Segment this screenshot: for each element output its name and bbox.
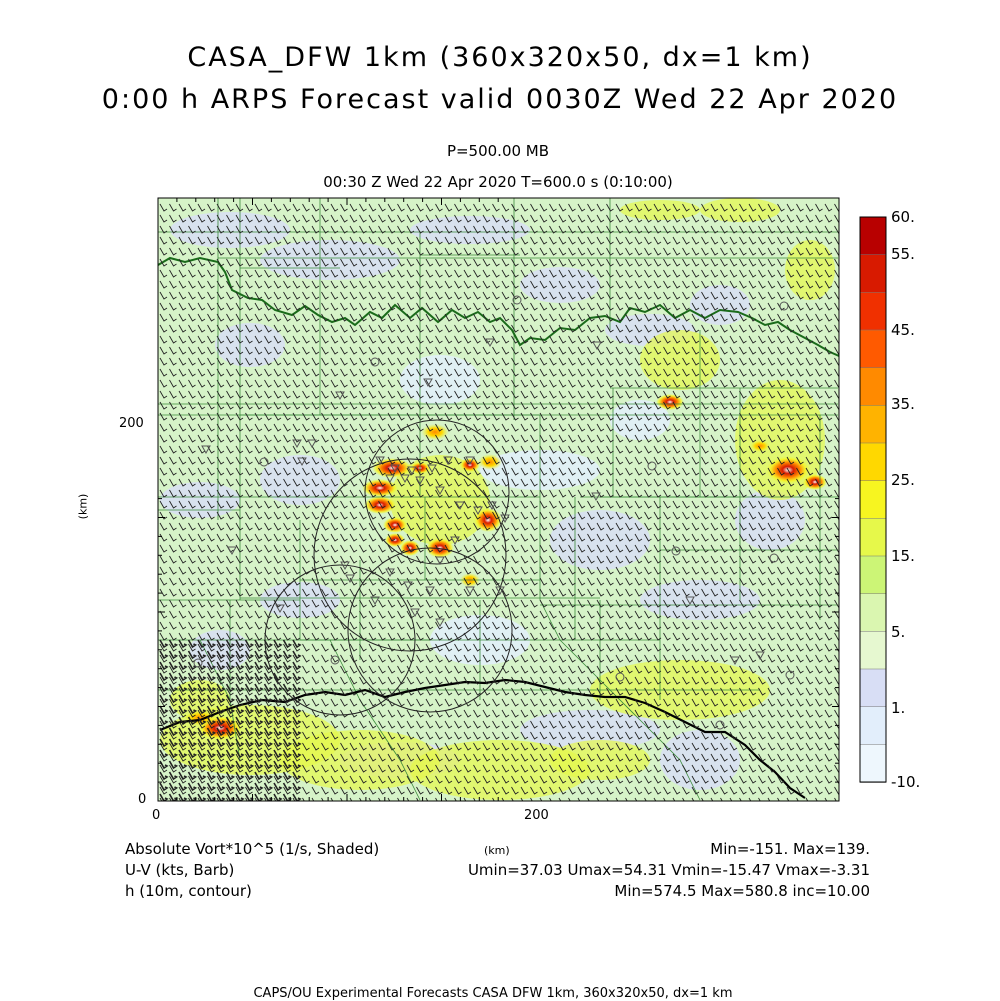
vorticity-patch (160, 482, 240, 518)
vorticity-maximum (400, 540, 420, 556)
colorbar-swatch (860, 330, 886, 368)
colorbar-swatch (860, 556, 886, 594)
valid-time-label: 00:30 Z Wed 22 Apr 2020 T=600.0 s (0:10:00) (323, 173, 673, 191)
y-axis-label: (km) (76, 493, 90, 520)
vorticity-patch (640, 580, 760, 620)
vorticity-patch (215, 323, 285, 367)
colorbar-swatch (860, 443, 886, 481)
y-tick-label-200: 200 (119, 416, 144, 431)
colorbar-swatch (860, 707, 886, 745)
x-tick-label-0: 0 (152, 808, 161, 823)
colorbar-swatch (860, 405, 886, 443)
colorbar-swatch (860, 631, 886, 669)
vorticity-maximum (803, 474, 827, 490)
colorbar-label: 45. (891, 321, 915, 339)
vorticity-patch (660, 730, 740, 790)
colorbar-swatch (860, 518, 886, 556)
colorbar (860, 208, 920, 791)
field-vorticity-stats: Min=-151. Max=139. (710, 840, 870, 858)
colorbar-label: -10. (891, 773, 921, 791)
y-tick-label-0: 0 (138, 792, 147, 807)
colorbar-swatch (860, 217, 886, 255)
colorbar-swatch (860, 481, 886, 519)
colorbar-label: 60. (891, 208, 915, 226)
colorbar-label: 15. (891, 547, 915, 565)
colorbar-label: 55. (891, 245, 915, 263)
plot-title-line-1: CASA_DFW 1km (360x320x50, dx=1 km) (187, 42, 813, 73)
colorbar-label: 35. (891, 395, 915, 413)
colorbar-swatch (860, 292, 886, 330)
plot-title-line-2: 0:00 h ARPS Forecast valid 0030Z Wed 22 Apr 2020 (101, 84, 899, 115)
x-tick-label-200: 200 (524, 808, 549, 823)
field-height-stats: Min=574.5 Max=580.8 inc=10.00 (614, 882, 870, 900)
colorbar-label: 5. (891, 623, 906, 641)
colorbar-swatch (860, 744, 886, 782)
colorbar-label: 1. (891, 699, 906, 717)
vorticity-maximum (383, 517, 407, 533)
vorticity-maximum (474, 508, 502, 532)
colorbar-swatch (860, 594, 886, 632)
vorticity-patch (785, 240, 835, 300)
vorticity-maximum (364, 496, 396, 514)
colorbar-swatch (860, 255, 886, 293)
vorticity-patch (640, 330, 720, 390)
field-wind-stats: Umin=37.03 Umax=54.31 Vmin=-15.47 Vmax=-3.31 (467, 861, 870, 879)
x-axis-label: (km) (484, 844, 510, 857)
pressure-level-label: P=500.00 MB (446, 142, 550, 160)
credit-line: CAPS/OU Experimental Forecasts CASA DFW 1km, 360x320x50, dx=1 km (253, 986, 733, 1001)
field-height-label: h (10m, contour) (125, 882, 252, 900)
vorticity-patch (735, 490, 805, 550)
colorbar-label: 25. (891, 471, 915, 489)
field-vorticity-label: Absolute Vort*10^5 (1/s, Shaded) (125, 840, 380, 858)
field-wind-label: U-V (kts, Barb) (125, 861, 235, 879)
vorticity-patch (421, 424, 449, 440)
vorticity-patch (700, 198, 780, 222)
colorbar-swatch (860, 368, 886, 406)
colorbar-swatch (860, 669, 886, 707)
